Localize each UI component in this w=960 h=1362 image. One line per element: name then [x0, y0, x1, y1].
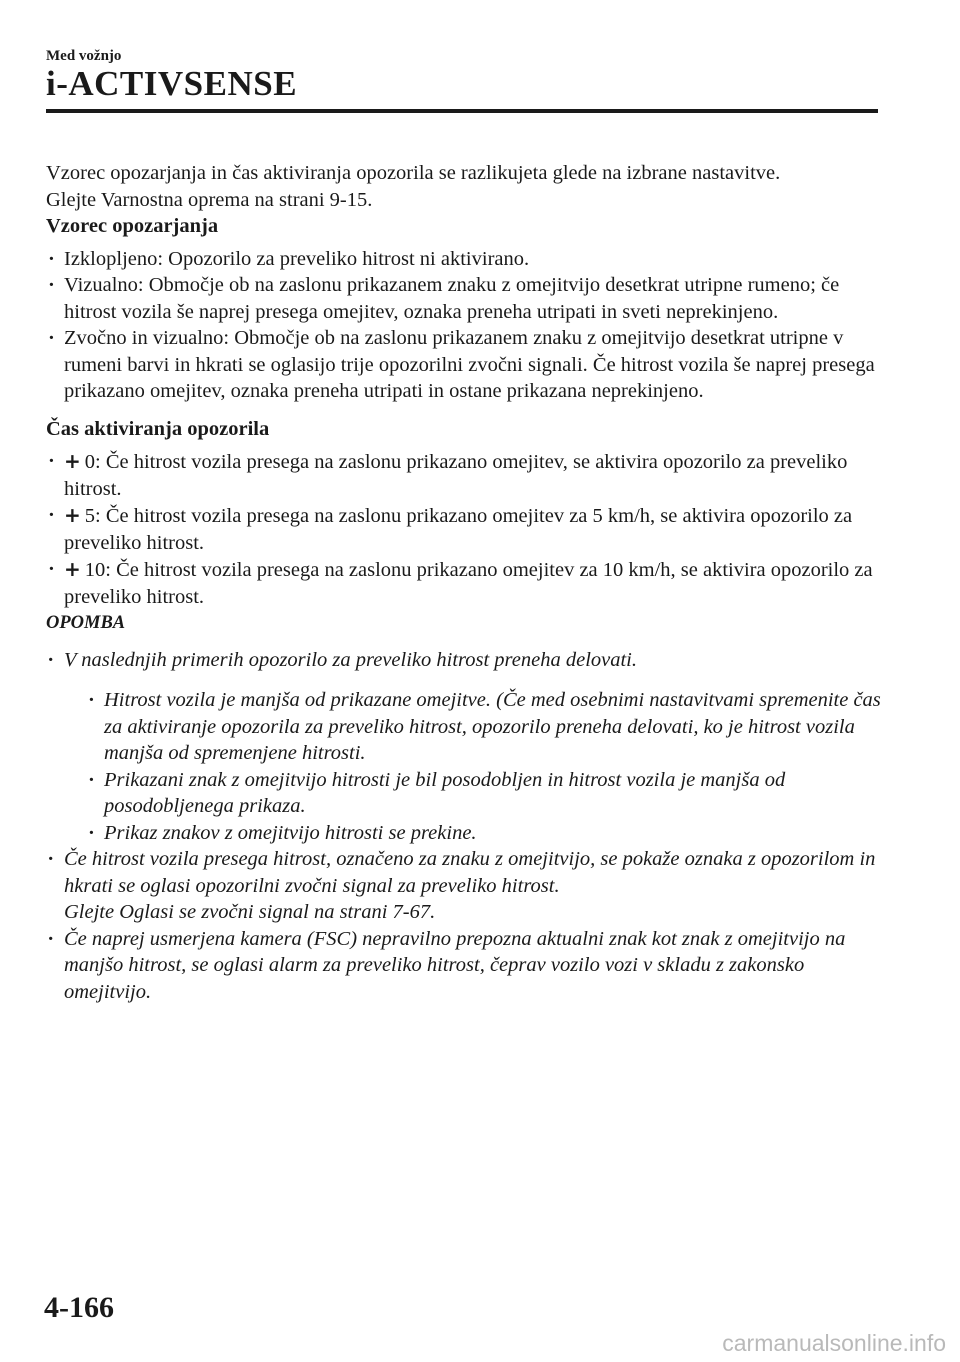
- plus-icon: +: [64, 449, 81, 473]
- note-heading: OPOMBA: [46, 613, 126, 633]
- timing-item-text: 10: Če hitrost vozila presega na zaslonu prikazano omejitev za 10 km/h, se aktivira opozorilo za preveliko hitrost.: [64, 559, 873, 608]
- list-item: · Prikazani znak z omejitvijo hitrosti je bil posodobljen in hitrost vozila je manjša od posodobljenega prikaza.: [86, 767, 886, 820]
- intro-line-2: Glejte Varnostna oprema na strani 9-15.: [46, 188, 373, 211]
- timing-item-text: 0: Če hitrost vozila presega na zaslonu prikazano omejitev, se aktivira opozorilo za preveliko hitrost.: [64, 451, 848, 500]
- list-item: [46, 846, 886, 926]
- list-item: [46, 556, 886, 610]
- list-item: · Zvočno in vizualno: Območje ob na zaslonu prikazanem znaku z omejitvijo desetkrat utripne v rumeni barvi in hkrati se oglasijo trije opozorilni zvočni signali. Če hitrost vozila še naprej presega prikazano omejitev, oznaka preneha utripati in ostane prikazana neprekinjeno.: [46, 325, 886, 405]
- pattern-heading: Vzorec opozarjanja: [46, 215, 219, 237]
- list-item: [46, 502, 886, 556]
- note-item-text: Če hitrost vozila presega hitrost, označeno za znaku z omejitvijo, se pokaže oznaka z opozorilom in hkrati se oglasi opozorilni zvočni signal za preveliko hitrost.: [64, 848, 876, 897]
- note-list: [46, 647, 886, 1006]
- intro-line-1: Vzorec opozarjanja in čas aktiviranja opozorila se razlikujeta glede na izbrane nastavitve.: [46, 162, 781, 184]
- list-item: [46, 448, 886, 502]
- timing-heading: Čas aktiviranja opozorila: [46, 417, 270, 440]
- section-title: i-ACTIVSENSE: [46, 64, 298, 103]
- list-item: [46, 647, 886, 847]
- timing-list: [46, 448, 886, 610]
- pattern-list: [46, 246, 886, 405]
- plus-icon: +: [64, 503, 81, 527]
- note-item-text: V naslednjih primerih opozorilo za preveliko hitrost preneha delovati.: [64, 648, 637, 671]
- list-item: · Prikaz znakov z omejitvijo hitrosti se prekine.: [86, 820, 886, 847]
- plus-icon: +: [64, 557, 81, 581]
- note-block: [46, 647, 886, 1006]
- page-body: [46, 160, 886, 1005]
- cross-reference: Glejte Oglasi se zvočni signal na strani 7-67.: [64, 901, 436, 923]
- list-item: · Hitrost vozila je manjša od prikazane omejitve. (Če med osebnimi nastavitvami spremenite čas za aktiviranje opozorila za preveliko hitrost, opozorilo preneha delovati, ko je hitrost vozila manjša od spremenjene hitrosti.: [86, 687, 886, 767]
- running-head: Med vožnjo: [46, 48, 122, 64]
- page-number: 4-166: [44, 1291, 114, 1324]
- header-rule: [46, 109, 878, 113]
- note-sub-list: [86, 687, 886, 846]
- timing-item-text: 5: Če hitrost vozila presega na zaslonu prikazano omejitev za 5 km/h, se aktivira opozorilo za preveliko hitrost.: [64, 505, 853, 554]
- watermark: carmanualsonline.info: [722, 1330, 946, 1356]
- list-item: · Če naprej usmerjena kamera (FSC) nepravilno prepozna aktualni znak kot znak z omejitvijo na manjšo hitrost, se oglasi alarm za preveliko hitrost, čeprav vozilo vozi v skladu z zakonsko omejitvijo.: [46, 926, 886, 1006]
- list-item: · Izklopljeno: Opozorilo za preveliko hitrost ni aktivirano.: [46, 246, 886, 273]
- list-item: · Vizualno: Območje ob na zaslonu prikazanem znaku z omejitvijo desetkrat utripne rumeno; če hitrost vozila še naprej presega omejitev, oznaka preneha utripati in sveti neprekinjeno.: [46, 272, 886, 325]
